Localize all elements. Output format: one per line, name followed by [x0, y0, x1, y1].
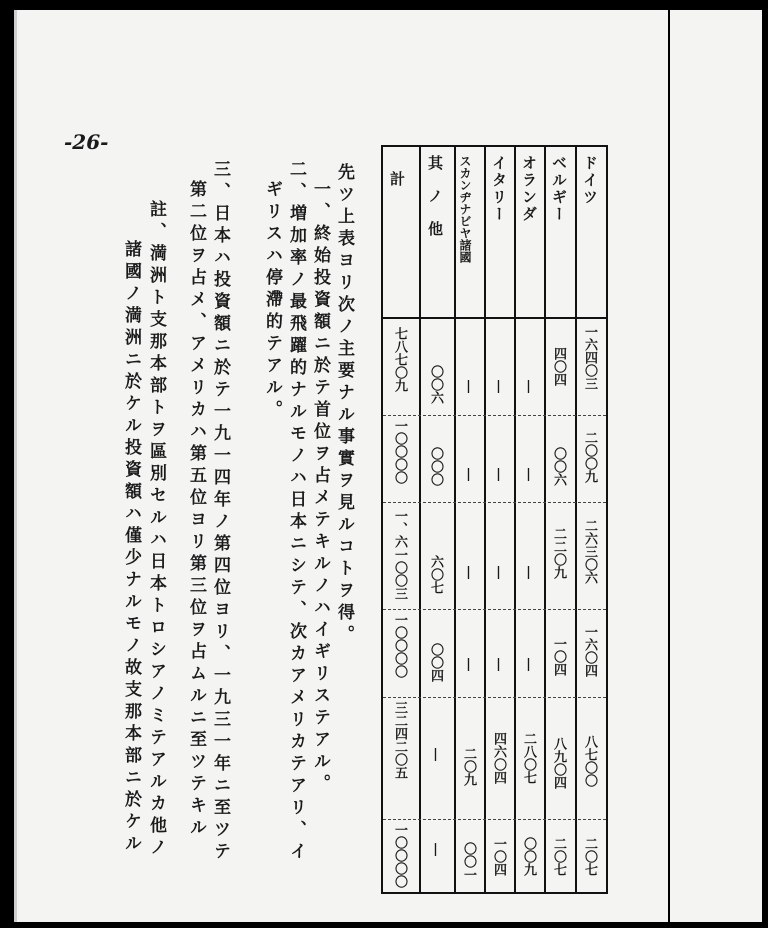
page-edge: [14, 10, 17, 922]
cell-value: 四〇四: [551, 347, 566, 386]
cell-value: 一六四〇三: [582, 325, 597, 390]
point-three-line-2: 第二位ヲ占メ、アメリカハ第五位ヨリ第三位ヲ占ムルニ至ツテキル: [186, 180, 206, 840]
cell-value: 八七〇〇: [582, 735, 597, 787]
point-three-line-1: 三、日本ハ投資額ニ於テ一九一四年ノ第四位ヨリ、一九三一年ニ至ツテ: [210, 160, 230, 864]
cell-value: 一〇〇〇〇: [392, 823, 407, 888]
right-page: [670, 10, 762, 922]
column-divider: [514, 147, 516, 892]
row-divider: [383, 609, 606, 610]
cell-value: 〇〇一: [461, 842, 476, 881]
column-divider: [484, 147, 486, 892]
cell-value: 三二四二〇五: [392, 701, 407, 779]
left-page: [14, 10, 668, 922]
cell-value: 一〇〇〇〇: [392, 613, 407, 678]
cell-value: 一六〇四: [582, 625, 597, 677]
cell-value: |: [491, 467, 506, 482]
row-divider: [383, 502, 606, 503]
point-one: 一、終始投資額ニ於テ首位ヲ占メテキルノハイギリステアル。: [310, 180, 330, 796]
cell-value: 〇〇〇: [428, 447, 443, 486]
cell-value: |: [491, 379, 506, 394]
cell-value: 七八七〇九: [392, 327, 407, 392]
note-line-2: 諸國ノ満洲ニ於ケル投資額ハ僅少ナルモノ故支那本部ニ於ケル: [121, 240, 141, 856]
header-belgium: ベルギー: [550, 155, 568, 223]
cell-value: 六〇七: [428, 555, 443, 594]
cell-value: |: [428, 747, 443, 762]
header-germany: ドイツ: [581, 155, 599, 206]
cell-value: |: [428, 842, 443, 857]
header-total: 計: [388, 171, 406, 188]
cell-value: |: [461, 657, 476, 672]
cell-value: |: [521, 565, 536, 580]
header-divider: [383, 317, 606, 319]
cell-value: 一、六一〇〇三: [392, 509, 407, 600]
cell-value: 一〇〇〇〇: [392, 419, 407, 484]
cell-value: 二〇〇九: [582, 431, 597, 483]
cell-value: |: [521, 379, 536, 394]
point-two-line-2: ギリスハ停滯的テアル。: [262, 180, 282, 422]
cell-value: |: [491, 657, 506, 672]
cell-value: 二六三〇六: [582, 519, 597, 584]
cell-value: |: [461, 467, 476, 482]
cell-value: 四六〇四: [491, 732, 506, 784]
row-divider: [383, 415, 606, 416]
cell-value: |: [521, 467, 536, 482]
cell-value: 二八〇七: [521, 732, 536, 784]
column-divider: [575, 147, 577, 892]
cell-value: 二〇七: [582, 837, 597, 876]
investment-table: [381, 145, 608, 894]
header-netherlands: オランダ: [520, 155, 538, 223]
intro-line: 先ツ上表ヨリ次ノ主要ナル事實ヲ見ルコトヲ得。: [334, 163, 354, 647]
header-scandinavia: スカンヂナビヤ諸國: [458, 155, 472, 263]
cell-value: |: [461, 565, 476, 580]
row-divider: [383, 697, 606, 698]
cell-value: 〇〇九: [521, 837, 536, 876]
column-divider: [419, 147, 421, 892]
cell-value: 二二〇九: [551, 527, 566, 579]
note-line-1: 註、満洲ト支那本部トヲ區別セルハ日本トロシアノミテアルカ他ノ: [146, 200, 166, 860]
cell-value: 一〇四: [551, 637, 566, 676]
column-divider: [544, 147, 546, 892]
cell-value: |: [461, 379, 476, 394]
page-number: -26-: [64, 130, 109, 154]
cell-value: 〇〇六: [551, 447, 566, 486]
header-italy: イタリー: [490, 155, 508, 223]
cell-value: 二〇七: [551, 837, 566, 876]
row-divider: [383, 819, 606, 820]
cell-value: 一〇四: [491, 837, 506, 876]
column-divider: [454, 147, 456, 892]
cell-value: 八九〇四: [551, 737, 566, 789]
cell-value: |: [491, 565, 506, 580]
cell-value: 二〇九: [461, 747, 476, 786]
cell-value: 〇〇六: [428, 365, 443, 404]
cell-value: 〇〇四: [428, 643, 443, 682]
header-others: 其ノ他: [426, 155, 444, 254]
point-two-line-1: 二、増加率ノ最飛躍的ナルモノハ日本ニシテ、次カアメリカテアリ、イ: [286, 160, 306, 864]
cell-value: |: [521, 657, 536, 672]
